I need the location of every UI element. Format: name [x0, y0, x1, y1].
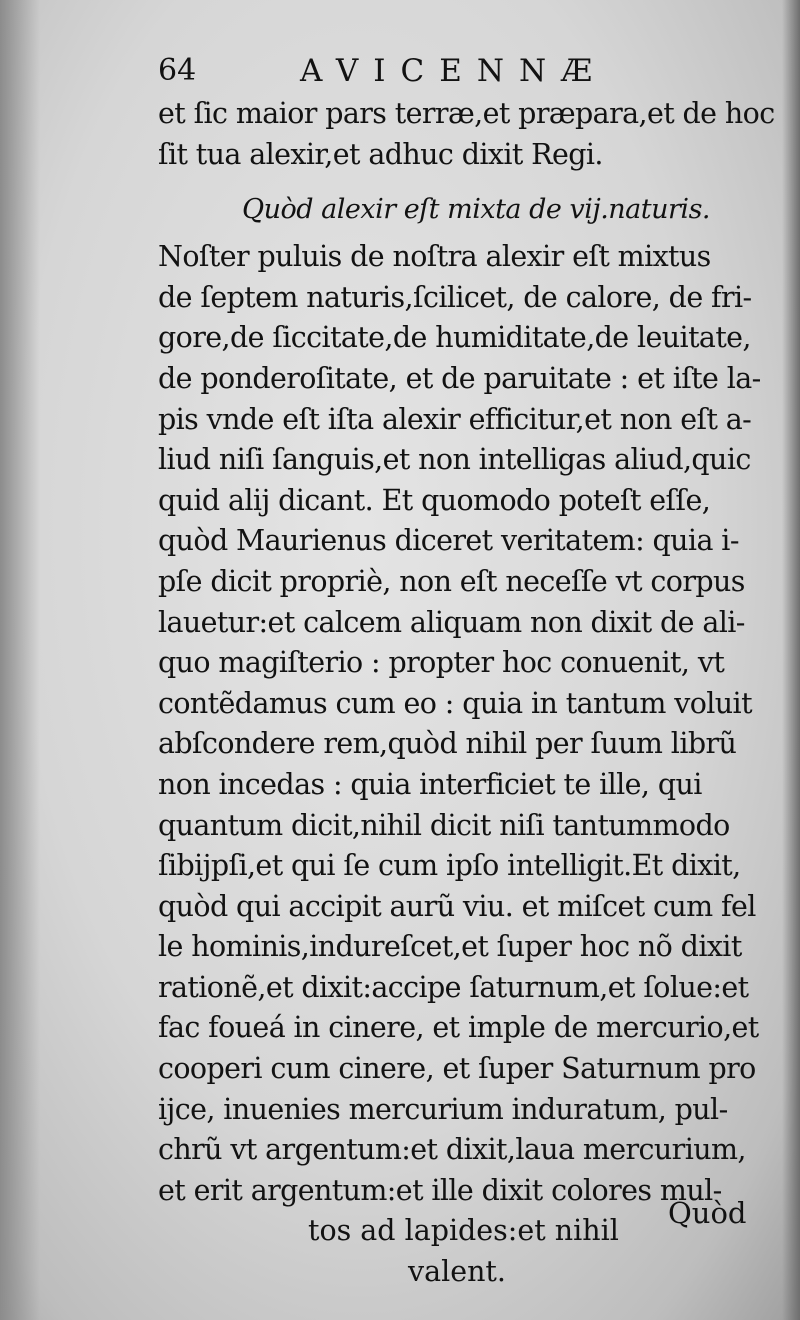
catchword: Quòd — [668, 1196, 747, 1230]
body-line: pis vnde eſt iſta alexir efficitur,et non eſt a- — [158, 402, 752, 436]
body-line: lauetur:et calcem aliquam non dixit de ali- — [158, 605, 745, 639]
body-line: quo magiſterio : propter hoc conuenit, vt — [158, 646, 725, 680]
body-line: quòd qui accipit aurũ viu. et miſcet cum fel — [158, 889, 756, 923]
body-line: de ponderoſitate, et de paruitate : et iſte la- — [158, 361, 761, 395]
page-header — [158, 48, 768, 94]
body-line: rationẽ,et dixit:accipe ſaturnum,et ſolue:et — [158, 970, 749, 1004]
body-line: liud niſi ſanguis,et non intelligas aliud,quic — [158, 443, 751, 477]
running-title: AVICENNÆ — [300, 53, 608, 89]
body-line: pſe dicit propriè, non eſt neceſſe vt corpus — [158, 564, 745, 598]
body-line: gore,de ſiccitate,de humiditate,de leuitate, — [158, 321, 751, 355]
body-line: ijce, inuenies mercurium induratum, pul- — [158, 1092, 728, 1126]
body-line: quòd Maurienus diceret veritatem: quia i- — [158, 524, 739, 558]
intro-line: ſit tua alexir,et adhuc dixit Regi. — [158, 137, 603, 171]
text-block — [158, 48, 775, 1293]
body-line: le hominis,indureſcet,et ſuper hoc nõ dixit — [158, 930, 742, 964]
page-number: 64 — [158, 53, 197, 88]
body-line: quantum dicit,nihil dicit niſi tantummodo — [158, 808, 730, 842]
intro-line: et ſic maior pars terræ,et præpara,et de hoc — [158, 97, 775, 130]
body-line: cooperi cum cinere, et ſuper Saturnum pro — [158, 1052, 756, 1086]
body-line: ſibijpſi,et qui ſe cum ipſo intelligit.Et dixit, — [158, 849, 741, 883]
body-line: de ſeptem naturis,ſcilicet, de calore, de fri- — [158, 280, 752, 314]
closing-line: tos ad lapides:et nihil — [308, 1214, 619, 1248]
closing-line: valent. — [408, 1255, 506, 1289]
body-line: et erit argentum:et ille dixit colores mul- — [158, 1173, 722, 1207]
page-edge-shadow — [782, 0, 800, 1320]
body-line: abſcondere rem,quòd nihil per ſuum librũ — [158, 727, 737, 761]
body-line: non incedas : quia interficiet te ille, qui — [158, 767, 702, 801]
page-gutter-shadow — [0, 0, 40, 1320]
body-line: Noſter puluis de noſtra alexir eſt mixtus — [158, 240, 711, 274]
body-line: fac foueá in cinere, et imple de mercurio,et — [158, 1011, 759, 1045]
body-line: contẽdamus cum eo : quia in tantum voluit — [158, 686, 752, 720]
body-line: chrũ vt argentum:et dixit,laua mercurium, — [158, 1133, 746, 1167]
body-line: quid alij dicant. Et quomodo poteſt eſſe, — [158, 483, 711, 517]
section-heading: Quòd alexir eſt mixta de vij.naturis. — [242, 194, 711, 226]
